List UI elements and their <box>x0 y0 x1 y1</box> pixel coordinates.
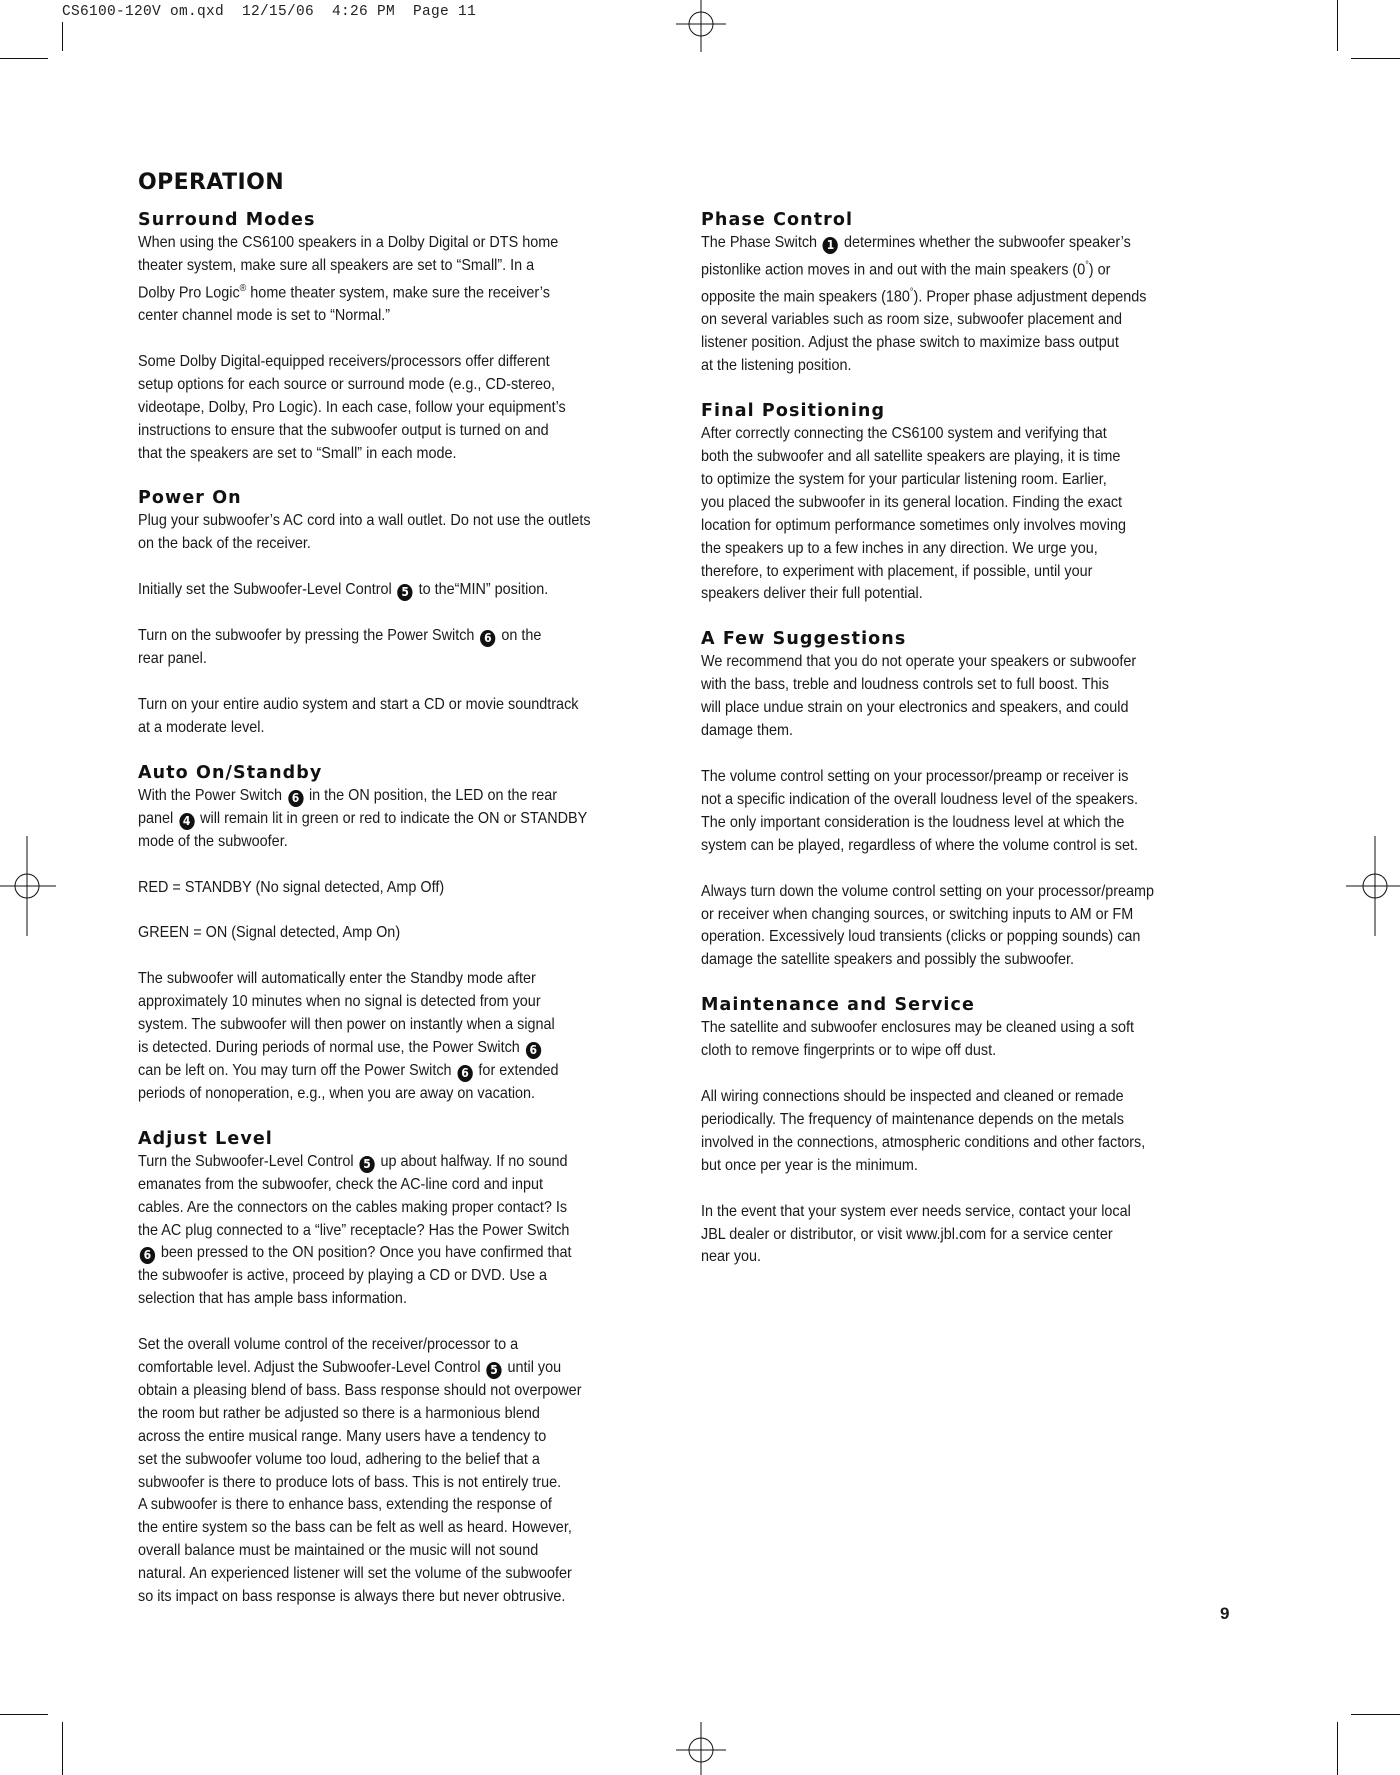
page-title: OPERATION <box>138 170 285 195</box>
registration-mark-top-icon <box>676 0 726 52</box>
section-heading: Final Positioning <box>701 401 886 422</box>
body-paragraph: After correctly connecting the CS6100 system and verifying that both the subwoofer and all satellite speakers are playing, it is time to optimize the system for your particular listening room. Earlier, you placed the subwoofer in its general location. Finding the exact location for optimum performance sometimes only involves moving the speakers up to a few inches in any direction. We urge you, therefore, to experiment with placement, if possible, until your speakers deliver their full potential. <box>701 425 1126 603</box>
registration-mark-bottom-icon <box>676 1722 726 1775</box>
body-paragraph: Turn on your entire audio system and start a CD or movie soundtrack at a moderate level. <box>138 696 579 736</box>
section-phase-control <box>701 209 1231 378</box>
right-column <box>701 209 1231 1291</box>
callout-number-6-icon: 6 <box>526 1042 541 1059</box>
crop-mark-bottom-right-vertical <box>1337 1722 1338 1775</box>
superscript-symbol: ° <box>909 287 914 299</box>
section-heading: Surround Modes <box>138 210 316 230</box>
callout-number-6-icon: 6 <box>288 790 303 807</box>
callout-number-1-icon: 1 <box>823 237 838 254</box>
section-heading: Phase Control <box>701 210 854 230</box>
callout-number-5-icon: 5 <box>359 1156 374 1173</box>
section-adjust-level <box>138 1128 668 1609</box>
body-paragraph: We recommend that you do not operate your speakers or subwoofer with the bass, treble and loudness controls set to full boost. This will place undue strain on your electronics and speakers, and could damage them. <box>701 653 1137 740</box>
registration-mark-left-icon <box>0 836 56 936</box>
body-paragraph: RED = STANDBY (No signal detected, Amp Off) <box>138 878 445 896</box>
left-column <box>138 209 668 1631</box>
body-paragraph: Always turn down the volume control setting on your processor/preamp or receiver when changing sources, or switching inputs to AM or FM operation. Excessively loud transients (clicks or popping sounds) can damage the satellite speakers and possibly the subwoofer. <box>701 882 1155 969</box>
callout-number-5-icon: 5 <box>398 584 413 601</box>
body-paragraph: All wiring connections should be inspected and cleaned or remade periodically. The frequency of maintenance depends on the metals involved in the connections, atmospheric conditions and other factors, but once per year is the minimum. <box>701 1088 1146 1174</box>
crop-mark-bottom-left-horizontal <box>0 1714 48 1715</box>
callout-number-4-icon: 4 <box>179 813 194 830</box>
section-maintenance-and-service <box>701 994 1231 1269</box>
section-final-positioning <box>701 400 1231 606</box>
body-paragraph: Some Dolby Digital-equipped receivers/processors offer different setup options for each source or surround mode (e.g., CD-stereo, videotape, Dolby, Pro Logic). In each case, follow your equipment’s instructions to ensure that the subwoofer output is turned on and that the speakers are set to “Small” in each mode. <box>138 352 566 462</box>
section-a-few-suggestions <box>701 628 1231 972</box>
body-paragraph: Plug your subwoofer’s AC cord into a wall outlet. Do not use the outlets on the back of the receiver. <box>138 512 591 553</box>
section-heading: Maintenance and Service <box>701 995 975 1016</box>
section-heading: A Few Suggestions <box>701 629 907 650</box>
body-paragraph: Initially set the Subwoofer-Level Control 5 to the“MIN” position. <box>138 581 549 600</box>
section-heading: Adjust Level <box>138 1128 273 1149</box>
body-paragraph: Turn the Subwoofer-Level Control 5 up about halfway. If no sound emanates from the subwoofer, check the AC-line cord and input cables. Are the connectors on the cables making proper contact? Is the AC plug connected to a “live” receptacle? Has the Power Switch 6 been pressed to the ON position? Once you have confirmed that the subwoofer is active, proceed by playing a CD or DVD. Use a selection that has ample bass information. <box>138 1152 572 1308</box>
body-paragraph: Set the overall volume control of the receiver/processor to a comfortable level. Adjust the Subwoofer-Level Control 5 until you obtain a pleasing blend of bass. Bass response should not overpower the room but rather be adjusted so there is a harmonious blend across the entire musical range. Many users have a tendency to set the subwoofer volume too loud, adhering to the belief that a subwoofer is there to produce lots of bass. This is not entirely true. A subwoofer is there to enhance bass, extending the response of the entire system so the bass can be felt as well as heard. However, overall balance must be maintained or the music will not sound natural. An experienced listener will set the volume of the subwoofer so its impact on bass response is always there but never obtrusive. <box>138 1336 582 1606</box>
crop-mark-top-left-horizontal <box>0 58 48 59</box>
body-paragraph: The volume control setting on your processor/preamp or receiver is not a specific indication of the overall loudness level of the speakers. The only important consideration is the loudness level at which the system can be played, regardless of where the volume control is set. <box>701 767 1139 854</box>
crop-mark-top-right-vertical <box>1337 0 1338 51</box>
section-auto-on-standby <box>138 762 668 1106</box>
body-paragraph: The satellite and subwoofer enclosures may be cleaned using a soft cloth to remove fingerprints or to wipe off dust. <box>701 1019 1135 1060</box>
body-paragraph: Turn on the subwoofer by pressing the Power Switch 6 on the rear panel. <box>138 627 542 668</box>
crop-mark-top-right-horizontal <box>1351 58 1400 59</box>
callout-number-6-icon: 6 <box>480 630 495 647</box>
page-number: 9 <box>1220 1604 1230 1623</box>
crop-mark-top-left-vertical <box>62 22 63 51</box>
section-heading: Auto On/Standby <box>138 762 323 783</box>
body-paragraph: The Phase Switch 1 determines whether the subwoofer speaker’s pistonlike action moves in and out with the main speakers (0°) or opposite the main speakers (180°). Proper phase adjustment depends on several variables such as room size, subwoofer placement and listener position. Adjust the phase switch to maximize bass output at the listening position. <box>701 234 1147 375</box>
callout-number-5-icon: 5 <box>486 1362 501 1379</box>
callout-number-6-icon: 6 <box>140 1247 155 1264</box>
section-surround-modes <box>138 209 668 465</box>
superscript-symbol: ° <box>1085 259 1089 271</box>
body-paragraph: When using the CS6100 speakers in a Dolby Digital or DTS home theater system, make sure all speakers are set to “Small”. In a Dolby Pro Logic® home theater system, make sure the receiver’s center channel mode is set to “Normal.” <box>138 234 559 325</box>
section-heading: Power On <box>138 488 242 509</box>
body-paragraph: In the event that your system ever needs service, contact your local JBL dealer or distributor, or visit www.jbl.com for a service center near you. <box>701 1202 1131 1266</box>
registration-mark-right-icon <box>1346 836 1400 936</box>
print-slug: CS6100-120V om.qxd 12/15/06 4:26 PM Page 11 <box>62 4 477 20</box>
body-paragraph: GREEN = ON (Signal detected, Amp On) <box>138 924 401 942</box>
section-power-on <box>138 487 668 739</box>
superscript-symbol: ® <box>239 282 247 294</box>
body-paragraph: With the Power Switch 6 in the ON position, the LED on the rear panel 4 will remain lit in green or red to indicate the ON or STANDBY mode of the subwoofer. <box>138 786 588 850</box>
body-paragraph: The subwoofer will automatically enter the Standby mode after approximately 10 minutes when no signal is detected from your system. The subwoofer will then power on instantly when a signal is detected. During periods of normal use, the Power Switch 6 can be left on. You may turn off the Power Switch 6 for extended periods of nonoperation, e.g., when you are away on vacation. <box>138 970 559 1102</box>
crop-mark-bottom-left-vertical <box>62 1722 63 1775</box>
callout-number-6-icon: 6 <box>457 1065 472 1082</box>
crop-mark-bottom-right-horizontal <box>1351 1714 1400 1715</box>
